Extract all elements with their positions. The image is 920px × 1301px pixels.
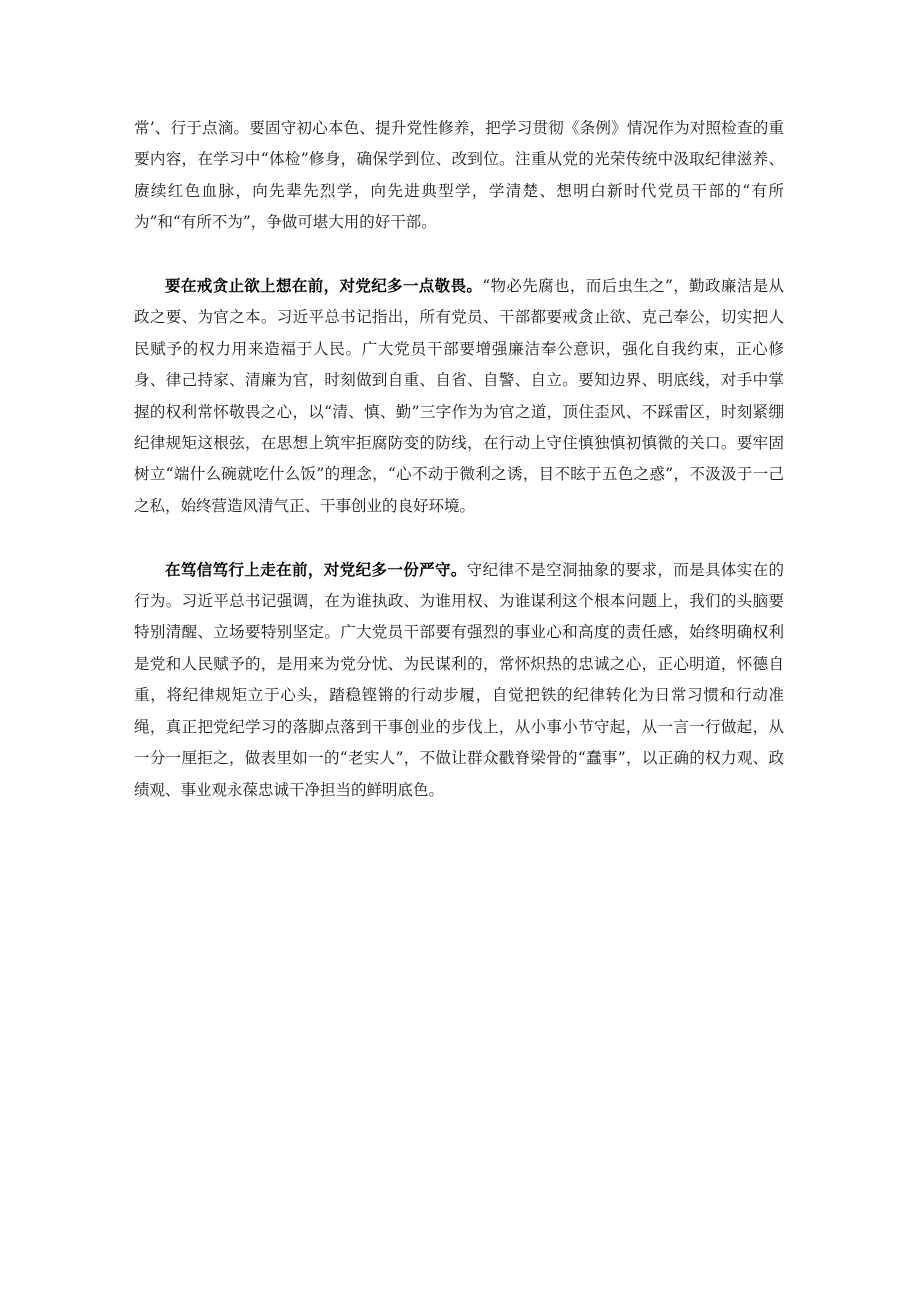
paragraph-text: 常’、行于点滴。要固守初心本色、提升党性修养，把学习贯彻《条例》情况作为对照检查的重要内容，在学习中“体检”修身，确保学到位、改到位。注重从党的光荣传统中汲取纪律滋养、赓续红色血脉，向先辈先烈学，向先进典型学，学清楚、想明白新时代党员干部的“有所为”和“有所不为”，争做可堪大用的好干部。 (134, 119, 784, 232)
paragraph-restraint (134, 270, 784, 522)
paragraph-lead-heading: 在笃信笃行上走在前，对党纪多一份严守。 (165, 559, 467, 579)
paragraph-text: “物必先腐也，而后虫生之”，勤政廉洁是从政之要、为官之本。习近平总书记指出，所有党员、干部都要戒贪止欲、克己奉公，切实把人民赋予的权力用来造福于人民。广大党员干部要增强廉洁奉公意识，强化自我约束，正心修身、律己持家、清廉为官，时刻做到自重、自省、自警、自立。要知边界、明底线，对手中掌握的权利常怀敬畏之心，以“清、慎、勤”三字作为为官之道，顶住歪风、不踩雷区，时刻紧绷纪律规矩这根弦，在思想上筑牢拒腐防变的防线，在行动上守住慎独慎初慎微的关口。要牢固树立“端什么碗就吃什么饭”的理念，“心不动于微利之诱，目不眩于五色之惑”，不汲汲于一己之私，始终营造风清气正、干事创业的良好环境。 (134, 277, 784, 515)
paragraph-continued (134, 113, 784, 239)
paragraph-lead-heading: 要在戒贪止欲上想在前，对党纪多一点敬畏。 (165, 276, 483, 296)
document-body (134, 113, 784, 806)
paragraph-text: 守纪律不是空洞抽象的要求，而是具体实在的行为。习近平总书记强调，在为谁执政、为谁用权、为谁谋利这个根本问题上，我们的头脑要特别清醒、立场要特别坚定。广大党员干部要有强烈的事业心和高度的责任感，始终明确权利是党和人民赋予的，是用来为党分忧、为民谋利的，常怀炽热的忠诚之心，正心明道，怀德自重，将纪律规矩立于心头，踏稳铿锵的行动步履，自觉把铁的纪律转化为日常习惯和行动准绳，真正把党纪学习的落脚点落到干事创业的步伐上，从小事小节守起，从一言一行做起，从一分一厘拒之，做表里如一的“老实人”，不做让群众戳脊梁骨的“蠢事”，以正确的权力观、政绩观、事业观永葆忠诚干净担当的鲜明底色。 (134, 560, 784, 799)
paragraph-discipline (134, 554, 784, 806)
